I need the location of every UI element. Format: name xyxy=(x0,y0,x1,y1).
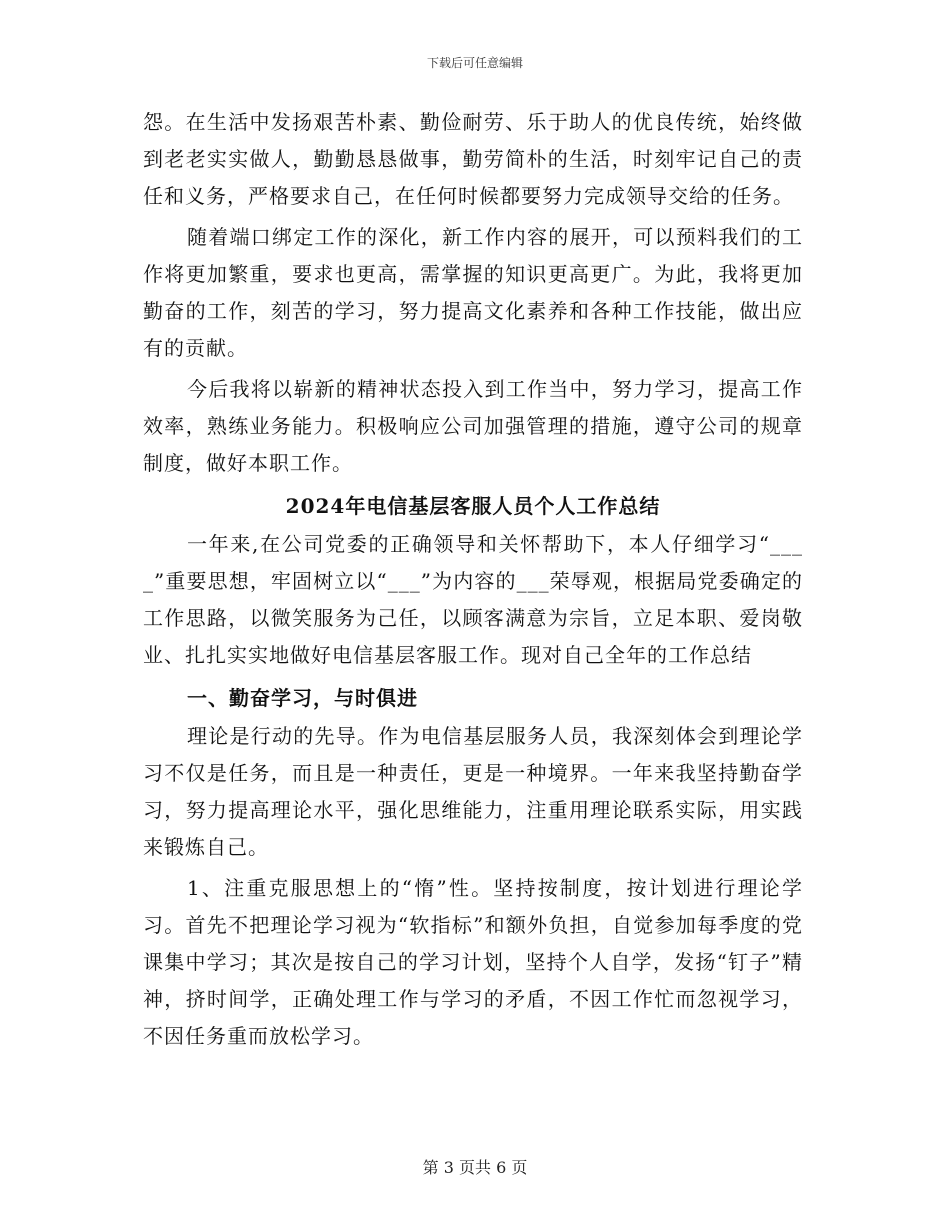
paragraph: 理论是行动的先导。作为电信基层服务人员，我深刻体会到理论学习不仅是任务，而且是一种责任，更是一种境界。一年来我坚持勤奋学习，努力提高理论水平，强化思维能力，注重用理论联系实际，用实践来锻炼自己。 xyxy=(143,724,803,859)
paragraph: 随着端口绑定工作的深化，新工作内容的展开，可以预料我们的工作将更加繁重，要求也更高，需掌握的知识更高更广。为此，我将更加勤奋的工作，刻苦的学习，努力提高文化素养和各种工作技能，做出应有的贡献。 xyxy=(143,225,803,360)
paragraph: 1、注重克服思想上的“惰”性。坚持按制度，按计划进行理论学习。首先不把理论学习视为“软指标”和额外负担，自觉参加每季度的党课集中学习；其次是按自己的学习计划，坚持个人自学，发扬“钉子”精神，挤时间学，正确处理工作与学习的矛盾，不因工作忙而忽视学习，不因任务重而放松学习。 xyxy=(143,876,803,1048)
paragraph: 今后我将以崭新的精神状态投入到工作当中，努力学习，提高工作效率，熟练业务能力。积极响应公司加强管理的措施，遵守公司的规章制度，做好本职工作。 xyxy=(143,377,803,475)
page-number: 第 3 页共 6 页 xyxy=(422,1158,528,1177)
paragraph-continued: 怨。在生活中发扬艰苦朴素、勤俭耐劳、乐于助人的优良传统，始终做到老老实实做人，勤勤恳恳做事，勤劳简朴的生活，时刻牢记自己的责任和义务，严格要求自己，在任何时候都要努力完成领导交给的任务。 xyxy=(143,110,803,208)
document-body xyxy=(143,104,803,1059)
document-title: 2024年电信基层客服人员个人工作总结 xyxy=(285,494,661,518)
header-note: 下载后可任意编辑 xyxy=(426,56,523,70)
intro-paragraph: 一年来,在公司党委的正确领导和关怀帮助下，本人仔细学习“____”重要思想，牢固树立以“___”为内容的___荣辱观，根据局党委确定的工作思路，以微笑服务为己任，以顾客满意为宗旨，立足本职、爱岗敬业、扎扎实实地做好电信基层客服工作。现对自己全年的工作总结 xyxy=(143,532,803,667)
section-heading: 一、勤奋学习，与时俱进 xyxy=(187,686,418,710)
